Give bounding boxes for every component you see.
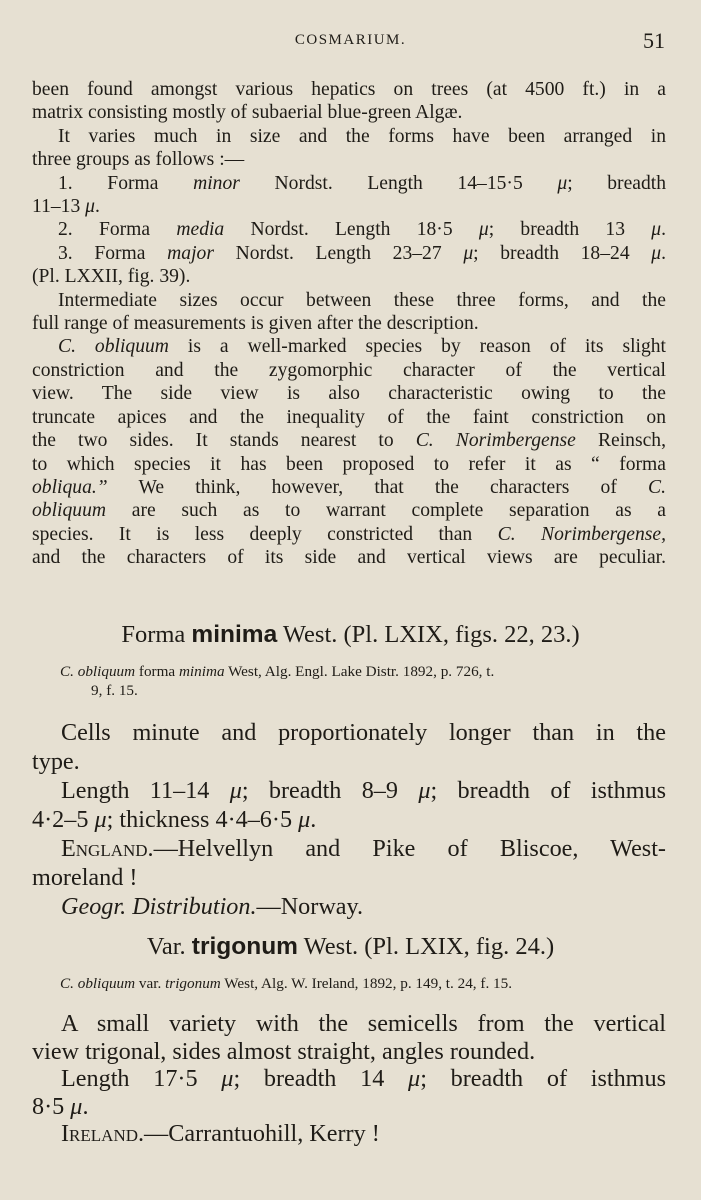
text-line: view. The side view is also characteristic owing to the	[32, 383, 666, 405]
species-name: obliquum	[32, 500, 107, 522]
text-line: moreland !	[32, 864, 138, 891]
forma-minor-line: 1. Forma minor Nordst. Length 14–15·5 μ; breadth	[58, 172, 666, 194]
text-line: been found amongst various hepatics on trees (at 4500 ft.) in a	[32, 79, 666, 100]
forma-minima-heading: Forma minima West. (Pl. LXIX, figs. 22, 23.)	[121, 621, 580, 648]
text-line: the two sides. It stands nearest to C. Norimbergense Reinsch,	[32, 430, 666, 452]
country-name: Ireland.	[61, 1120, 145, 1147]
text-line: to which species it has been proposed to refer it as “ forma	[32, 453, 666, 475]
text-line: Intermediate sizes occur between these three forms, and the	[58, 289, 666, 311]
text-line: type.	[32, 748, 80, 775]
taxon-name: minor	[193, 172, 240, 194]
country-name: England.	[61, 835, 154, 862]
distribution-line: Geogr. Distribution.—Norway.	[61, 893, 364, 920]
text-line: full range of measurements is given after the description.	[32, 313, 479, 335]
var-trigonum-citation: C. obliquum var. trigonum West, Alg. W. Ireland, 1892, p. 149, t. 24, f. 15.	[60, 975, 513, 992]
text-line: It varies much in size and the forms have been arranged in	[58, 125, 666, 147]
measurement-line: 4·2–5 μ; thickness 4·4–6·5 μ.	[32, 806, 317, 833]
taxon-name: media	[176, 219, 225, 241]
text-line: (Pl. LXXII, fig. 39).	[32, 266, 191, 288]
species-name: C. obliquum	[58, 336, 169, 358]
forma-minima-citation: C. obliquum forma minima West, Alg. Engl. Lake Distr. 1892, p. 726, t. 9, f. 15.	[60, 663, 495, 699]
text-line: matrix consisting mostly of subaerial blue-green Algæ.	[32, 102, 463, 124]
text-line: C. obliquum is a well-marked species by reason of its slight	[58, 336, 666, 358]
text-line: truncate apices and the inequality of the faint constriction on	[32, 406, 666, 428]
taxon-name: major	[167, 242, 214, 264]
text-line: obliqua.” We think, however, that the characters of C.	[32, 476, 666, 498]
measurement-line: 8·5 μ.	[32, 1092, 89, 1120]
taxon-name: minima	[191, 621, 278, 648]
var-trigonum-heading: Var. trigonum West. (Pl. LXIX, fig. 24.)	[146, 933, 555, 960]
text-line: species. It is less deeply constricted than C. Norimbergense,	[32, 523, 666, 545]
measurement-line: Length 17·5 μ; breadth 14 μ; breadth of isthmus	[61, 1065, 666, 1092]
text-line: Cells minute and proportionately longer than in the	[61, 719, 666, 746]
locality-line: Ireland.—Carrantuohill, Kerry !	[61, 1120, 380, 1147]
text-line: A small variety with the semicells from the vertical	[61, 1010, 666, 1037]
forma-media-line: 2. Forma media Nordst. Length 18·5 μ; breadth 13 μ.	[58, 219, 666, 241]
species-name: C. Norimbergense,	[497, 523, 666, 545]
measurement-line: Length 11–14 μ; breadth 8–9 μ; breadth of isthmus	[61, 777, 667, 804]
text-line: three groups as follows :—	[32, 149, 245, 171]
intro-text	[32, 78, 666, 570]
page-number: 51	[643, 28, 665, 53]
running-head: COSMARIUM.	[294, 32, 407, 48]
text-line: and the characters of its side and vertical views are peculiar.	[32, 547, 666, 569]
forma-minima-description	[32, 718, 666, 921]
text-line: constriction and the zygomorphic character of the vertical	[32, 359, 666, 381]
var-trigonum-description	[32, 1010, 666, 1148]
text-line: view trigonal, sides almost straight, angles rounded.	[32, 1037, 536, 1065]
text-line: 11–13 μ.	[32, 196, 100, 218]
taxon-name: trigonum	[191, 933, 298, 960]
species-name: C. Norimbergense	[415, 430, 576, 452]
page-header	[0, 28, 701, 60]
forma-major-line: 3. Forma major Nordst. Length 23–27 μ; breadth 18–24 μ.	[58, 242, 667, 264]
text-line: obliquum are such as to warrant complete separation as a	[32, 500, 667, 522]
locality-line: England.—Helvellyn and Pike of Bliscoe, West-	[61, 835, 666, 862]
